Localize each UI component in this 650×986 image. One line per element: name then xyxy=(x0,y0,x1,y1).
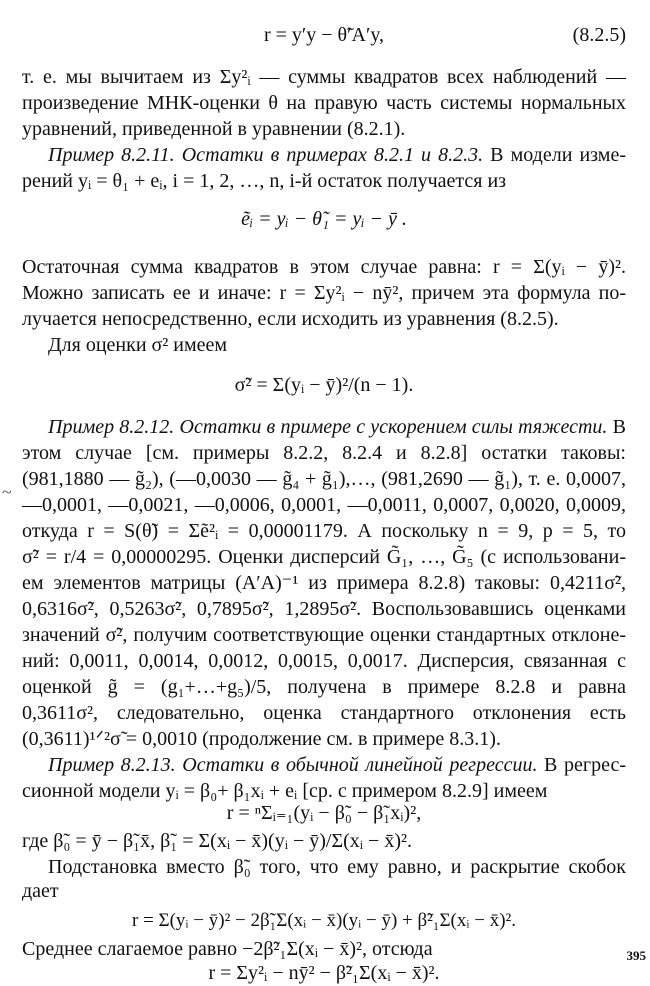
example-8-2-11-heading: Пример 8.2.11. Остатки в примерах 8.2.1 и 8.2.3. xyxy=(48,144,484,166)
text-line: (0,3611)¹ᐟ²σ̃ = 0,0010 (продолжение см. в примере 8.3.1). xyxy=(22,728,501,750)
text-line: сионной модели yᵢ = β₀+ β₁xᵢ + eᵢ [ср. с примером 8.2.9] имеем xyxy=(22,780,548,802)
text-line: оценкой g̃ = (g₁+…+g₅)/5, полученa в примере 8.2.8 и равна xyxy=(22,676,626,698)
text-line: ний: 0,0011, 0,0014, 0,0012, 0,0015, 0,0017. Дисперсия, связанная с xyxy=(22,650,626,672)
text-line: ем элементов матрицы (A′A)⁻¹ из примера 8.2.8) таковы: 0,4211σ̃², xyxy=(22,572,626,594)
text-line: Среднее слагаемое равно −2β̃²₁Σ(xᵢ − x̄)², отсюда xyxy=(22,938,433,960)
equation-number: (8.2.5) xyxy=(572,24,626,46)
page-number: 395 xyxy=(626,948,646,963)
text-line: где β̃₀ = ȳ − β̃₁x̄, β̃₁ = Σ(xᵢ − x̄)(yᵢ − ȳ)/Σ(xᵢ − x̄)². xyxy=(22,830,412,852)
text-line: Можно записать ее и иначе: r = Σy²ᵢ − nȳ², причем эта формула по- xyxy=(22,282,626,304)
example-heading-line xyxy=(22,142,626,168)
text-line: (981,1880 — g̃₂), (—0,0030 — g̃₄ + g̃₁),…, (981,2690 — g̃₁), т. е. 0,0007, xyxy=(22,468,626,490)
regression-formula: r = ⁿΣᵢ₌₁(yᵢ − β̃₀ − β̃₁xᵢ)², xyxy=(226,802,422,824)
example-8-2-12-heading: Пример 8.2.12. Остатки в примере с ускорением силы тяжести. xyxy=(48,416,608,438)
text-line: Для оценки σ² имеем xyxy=(48,334,228,356)
text-line: —0,0001, —0,0021, —0,0006, 0,0001, —0,0011, 0,0007, 0,0020, 0,0009, xyxy=(22,494,626,516)
text-fragment: В xyxy=(607,416,626,438)
text-line: дает xyxy=(22,880,59,902)
equation-formula: r = y′y − θ̃′A′y, xyxy=(263,24,385,46)
text-line: рений yᵢ = θ₁ + eᵢ, i = 1, 2, …, n, i-й остаток получается из xyxy=(22,170,507,192)
margin-mark: ~ xyxy=(2,482,12,502)
text-line: 0,6316σ̃², 0,5263σ̃², 0,7895σ̃², 1,2895σ̃². Воспользовавшись оценками xyxy=(22,598,626,620)
final-formula: r = Σy²ᵢ − nȳ² − β̃²₁Σ(xᵢ − x̄)². xyxy=(208,962,440,984)
text-line: откуда r = S(θ̃) = Σẽ²ᵢ = 0,00001179. А поскольку n = 9, p = 5, то xyxy=(22,520,626,542)
text-fragment: В регрес- xyxy=(537,754,626,776)
text-line: σ̃² = r/4 = 0,00000295. Оценки дисперсий G̃₁, …, G̃₅ (с использовани- xyxy=(22,546,626,568)
example-heading-line xyxy=(22,414,626,440)
text-line: произведение МНК-оценки θ на правую часть системы нормальных xyxy=(22,92,626,114)
text-line: значений σ̃², получим соответствующие оценки стандартных отклоне- xyxy=(22,624,626,646)
text-line: Подстановка вместо β̃₀ того, что ему равно, и раскрытие скобок xyxy=(48,856,626,878)
text-line: т. е. мы вычитаем из Σy²ᵢ — суммы квадратов всех наблюдений — xyxy=(22,66,626,88)
sigma-formula: σ̃² = Σ(yᵢ − ȳ)²/(n − 1). xyxy=(234,374,414,396)
equation-8-2-5 xyxy=(22,22,626,48)
example-8-2-13-heading: Пример 8.2.13. Остатки в обычной линейной регрессии. xyxy=(48,754,538,776)
text-line: этом случае [см. примеры 8.2.2, 8.2.4 и 8.2.8] остатки таковы: xyxy=(22,442,626,464)
text-line: 0,3611σ², следовательно, оценка стандартного отклонения есть xyxy=(22,702,626,724)
example-heading-line xyxy=(22,752,626,778)
text-line: Остаточная сумма квадратов в этом случае равна: r = Σ(yᵢ − ȳ)². xyxy=(22,256,626,278)
residual-formula: ẽᵢ = yᵢ − θ̃₁ = yᵢ − ȳ . xyxy=(241,208,407,230)
expanded-formula: r = Σ(yᵢ − ȳ)² − 2β̃₁Σ(xᵢ − x̄)(yᵢ − ȳ) + β̃²₁Σ(xᵢ − x̄)². xyxy=(132,910,516,931)
text-line: лучается непосредственно, если исходить из уравнения (8.2.5). xyxy=(22,308,559,330)
text-line: уравнений, приведенной в уравнении (8.2.1). xyxy=(22,118,406,140)
text-fragment: В модели изме- xyxy=(483,144,626,166)
